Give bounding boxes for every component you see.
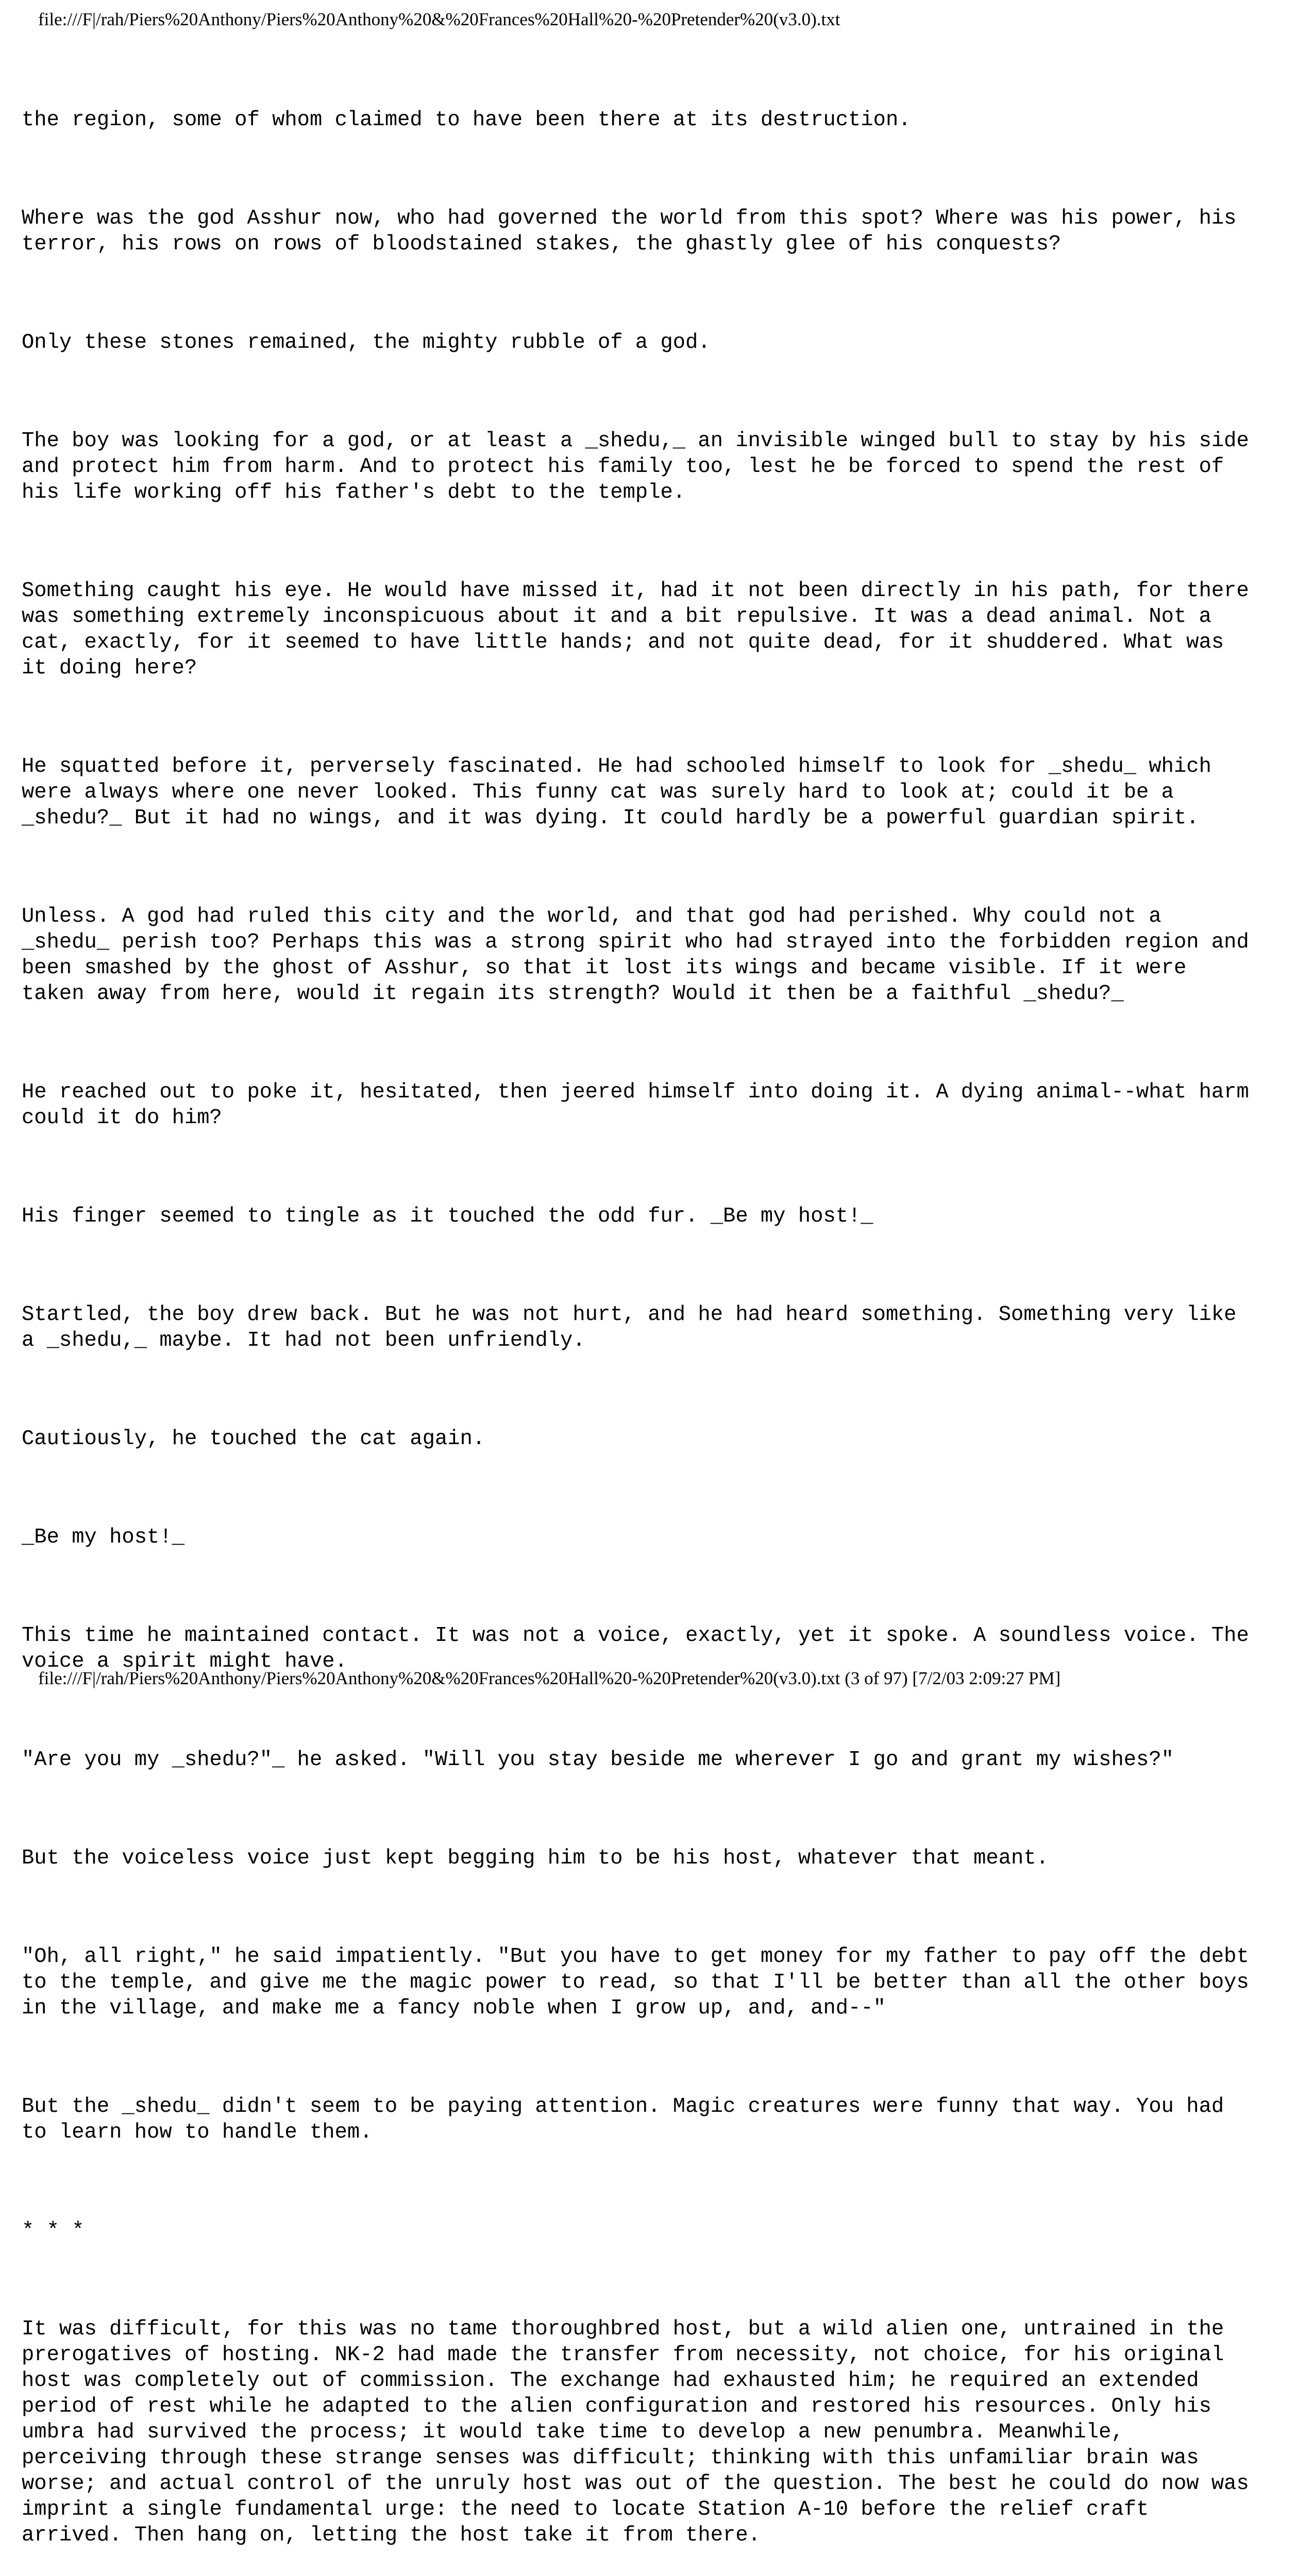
paragraph: His finger seemed to tingle as it touched the odd fur. _Be my host!_: [22, 1205, 873, 1228]
paragraph: He squatted before it, perversely fascinated. He had schooled himself to look for _shedu_ which were always where one never looked. This funny cat was surely hard to look at; could it be a _shedu?_ But it had no wings, and it was dying. It could hardly be a powerful guardian spirit.: [22, 755, 1211, 830]
document-body: [22, 56, 1294, 2576]
paragraph: He reached out to poke it, hesitated, then jeered himself into doing it. A dying animal--what harm could it do him?: [22, 1080, 1249, 1130]
paragraph: "Are you my _shedu?"_ he asked. "Will you stay beside me wherever I go and grant my wishes?": [22, 1748, 1174, 1772]
paragraph: "Oh, all right," he said impatiently. "But you have to get money for my father to pay off the debt to the temple, and give me the magic power to read, so that I'll be better than all the other boys in the village, and make me a fancy noble when I grow up, and, and--": [22, 1945, 1249, 2020]
paragraph: Cautiously, he touched the cat again.: [22, 1427, 485, 1451]
print-footer: file:///F|/rah/Piers%20Anthony/Piers%20Anthony%20&%20Frances%20Hall%20-%20Pretender%20(v3.0).txt (3 of 97) [7/2/03 2:09:27 PM]: [38, 1668, 1061, 1688]
paragraph: _Be my host!_: [22, 1526, 184, 1549]
paragraph: the region, some of whom claimed to have been there at its destruction.: [22, 108, 911, 132]
paragraph: This time he maintained contact. It was not a voice, exactly, yet it spoke. A soundless voice. The voice a spirit might have.: [22, 1624, 1249, 1673]
paragraph: The boy was looking for a god, or at least a _shedu,_ an invisible winged bull to stay by his side and protect him from harm. And to protect his family too, lest he be forced to spend the rest of his life working off his father's debt to the temple.: [22, 429, 1249, 504]
paragraph: It was difficult, for this was no tame thoroughbred host, but a wild alien one, untrained in the prerogatives of hosting. NK-2 had made the transfer from necessity, not choice, for his original host was completely out of commission. The exchange had exhausted him; he required an extended period of rest while he adapted to the alien configuration and restored his resources. Only his umbra had survived the process; it would take time to develop a new penumbra. Meanwhile, perceiving through these strange senses was difficult; thinking with this unfamiliar brain was worse; and actual control of the unruly host was out of the question. The best he could do now was imprint a single fundamental urge: the need to locate Station A-10 before the relief craft arrived. Then hang on, letting the host take it from there.: [22, 2317, 1249, 2547]
paragraph: Where was the god Asshur now, who had governed the world from this spot? Where was his power, his terror, his rows on rows of bloodstained stakes, the ghastly glee of his conquests?: [22, 207, 1237, 256]
paragraph: Startled, the boy drew back. But he was not hurt, and he had heard something. Something very like a _shedu,_ maybe. It had not been unfriendly.: [22, 1303, 1237, 1352]
paragraph: Unless. A god had ruled this city and the world, and that god had perished. Why could not a _shedu_ perish too? Perhaps this was a strong spirit who had strayed into the forbidden region and been smashed by the ghost of Asshur, so that it lost its wings and became visible. If it were taken away from here, would it regain its strength? Would it then be a faithful _shedu?_: [22, 905, 1249, 1006]
paragraph: But the voiceless voice just kept begging him to be his host, whatever that meant.: [22, 1846, 1049, 1870]
paragraph: Only these stones remained, the mighty rubble of a god.: [22, 331, 711, 354]
print-header-url: file:///F|/rah/Piers%20Anthony/Piers%20Anthony%20&%20Frances%20Hall%20-%20Pretender%20(v3.0).txt: [38, 9, 840, 29]
paragraph: But the _shedu_ didn't seem to be paying attention. Magic creatures were funny that way. You had to learn how to handle them.: [22, 2095, 1224, 2144]
section-break: * * *: [22, 2219, 85, 2243]
paragraph: Something caught his eye. He would have missed it, had it not been directly in his path, for there was something extremely inconspicuous about it and a bit repulsive. It was a dead animal. Not a cat, exactly, for it seemed to have little hands; and not quite dead, for it shuddered. What was it doing here?: [22, 579, 1249, 680]
